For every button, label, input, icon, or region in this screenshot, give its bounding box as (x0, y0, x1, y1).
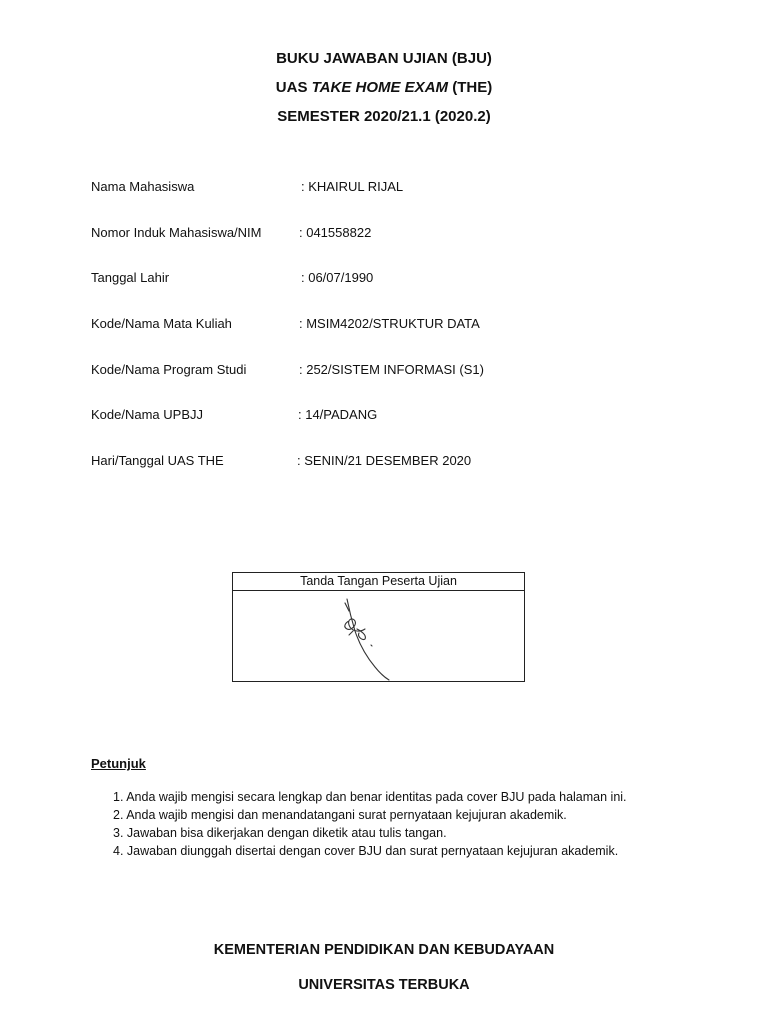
list-item: 2. Anda wajib mengisi dan menandatangani surat pernyataan kejujuran akademik. (113, 808, 567, 822)
info-value: : 252/SISTEM INFORMASI (S1) (299, 362, 484, 377)
info-label: Kode/Nama UPBJJ (91, 407, 203, 422)
signature-box (232, 572, 525, 682)
list-item: 3. Jawaban bisa dikerjakan dengan diketik atau tulis tangan. (113, 826, 447, 840)
document-title (0, 44, 768, 131)
title-line-2-italic: TAKE HOME EXAM (311, 79, 449, 96)
info-label: Nomor Induk Mahasiswa/NIM (91, 225, 262, 240)
handwritten-signature (335, 595, 405, 681)
title-line-2-prefix: UAS (275, 79, 312, 96)
title-line-1: BUKU JAWABAN UJIAN (BJU) (276, 50, 492, 67)
title-line-2 (0, 73, 768, 102)
info-value: : 041558822 (299, 225, 372, 240)
info-value: : 06/07/1990 (301, 270, 374, 285)
info-label: Tanggal Lahir (91, 270, 170, 285)
info-value: : SENIN/21 DESEMBER 2020 (297, 453, 472, 468)
title-line-3: SEMESTER 2020/21.1 (2020.2) (277, 108, 491, 125)
signature-area (233, 591, 524, 681)
footer-ministry: KEMENTERIAN PENDIDIKAN DAN KEBUDAYAAN (213, 942, 555, 958)
info-label: Hari/Tanggal UAS THE (91, 453, 224, 468)
list-item: 4. Jawaban diunggah disertai dengan cover BJU dan surat pernyataan kejujuran akademik. (113, 844, 619, 858)
instructions-list (113, 788, 627, 860)
info-value: : 14/PADANG (298, 407, 378, 422)
info-value: : KHAIRUL RIJAL (301, 179, 404, 194)
instructions-title: Petunjuk (91, 756, 146, 771)
footer-university: UNIVERSITAS TERBUKA (298, 977, 470, 993)
info-label: Nama Mahasiswa (91, 179, 195, 194)
info-label: Kode/Nama Mata Kuliah (91, 316, 232, 331)
info-label: Kode/Nama Program Studi (91, 362, 247, 377)
info-value: : MSIM4202/STRUKTUR DATA (299, 316, 480, 331)
signature-box-header: Tanda Tangan Peserta Ujian (233, 573, 524, 591)
list-item: 1. Anda wajib mengisi secara lengkap dan benar identitas pada cover BJU pada halaman ini. (113, 790, 627, 804)
title-line-2-suffix: (THE) (448, 79, 493, 96)
